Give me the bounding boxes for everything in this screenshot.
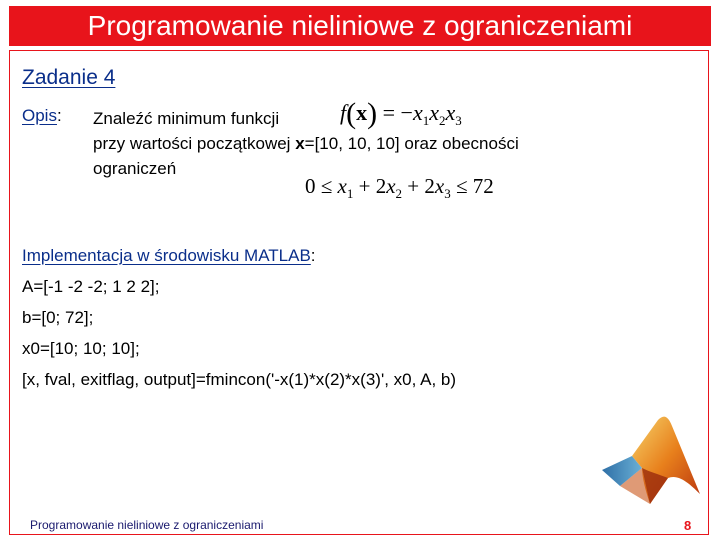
code-line: x0=[10; 10; 10]; [22, 339, 140, 358]
implementation-colon: : [310, 246, 316, 265]
constraint-formula: $0 \le x_1 + 2x_2 + 2x_3 \le 72$ [305, 174, 494, 201]
page-number: 8 [684, 518, 692, 533]
section-title: Zadanie 4 [22, 66, 116, 89]
desc-line-3: ograniczeń [93, 159, 177, 178]
desc-line-1: Znaleźć minimum funkcji [93, 109, 280, 128]
opis-label [22, 106, 62, 126]
matlab-logo-icon [598, 412, 704, 508]
code-line: [x, fval, exitflag, output]=fmincon('-x(1)*x(2)*x(3)', x0, A, b) [22, 370, 457, 389]
slide-title: Programowanie nieliniowe z ograniczeniami [87, 10, 633, 41]
code-line: A=[-1 -2 -2; 1 2 2]; [22, 277, 160, 296]
objective-function-formula: $f(x) = -x_1x_2x_3$ [340, 97, 462, 130]
slide-title-bar [9, 6, 711, 46]
desc-line-2-bold: x [295, 134, 305, 153]
implementation-label-text: Implementacja w środowisku MATLAB [22, 246, 311, 265]
opis-colon: : [56, 106, 62, 125]
code-line: b=[0; 72]; [22, 308, 94, 327]
opis-label-text: Opis [22, 106, 57, 125]
desc-line-2-post: =[10, 10, 10] oraz obecności [304, 134, 519, 153]
desc-line-2-pre: przy wartości początkowej [93, 134, 296, 153]
footer-text: Programowanie nieliniowe z ograniczeniami [30, 518, 264, 532]
desc-line-2 [93, 131, 613, 156]
implementation-label [22, 246, 316, 266]
